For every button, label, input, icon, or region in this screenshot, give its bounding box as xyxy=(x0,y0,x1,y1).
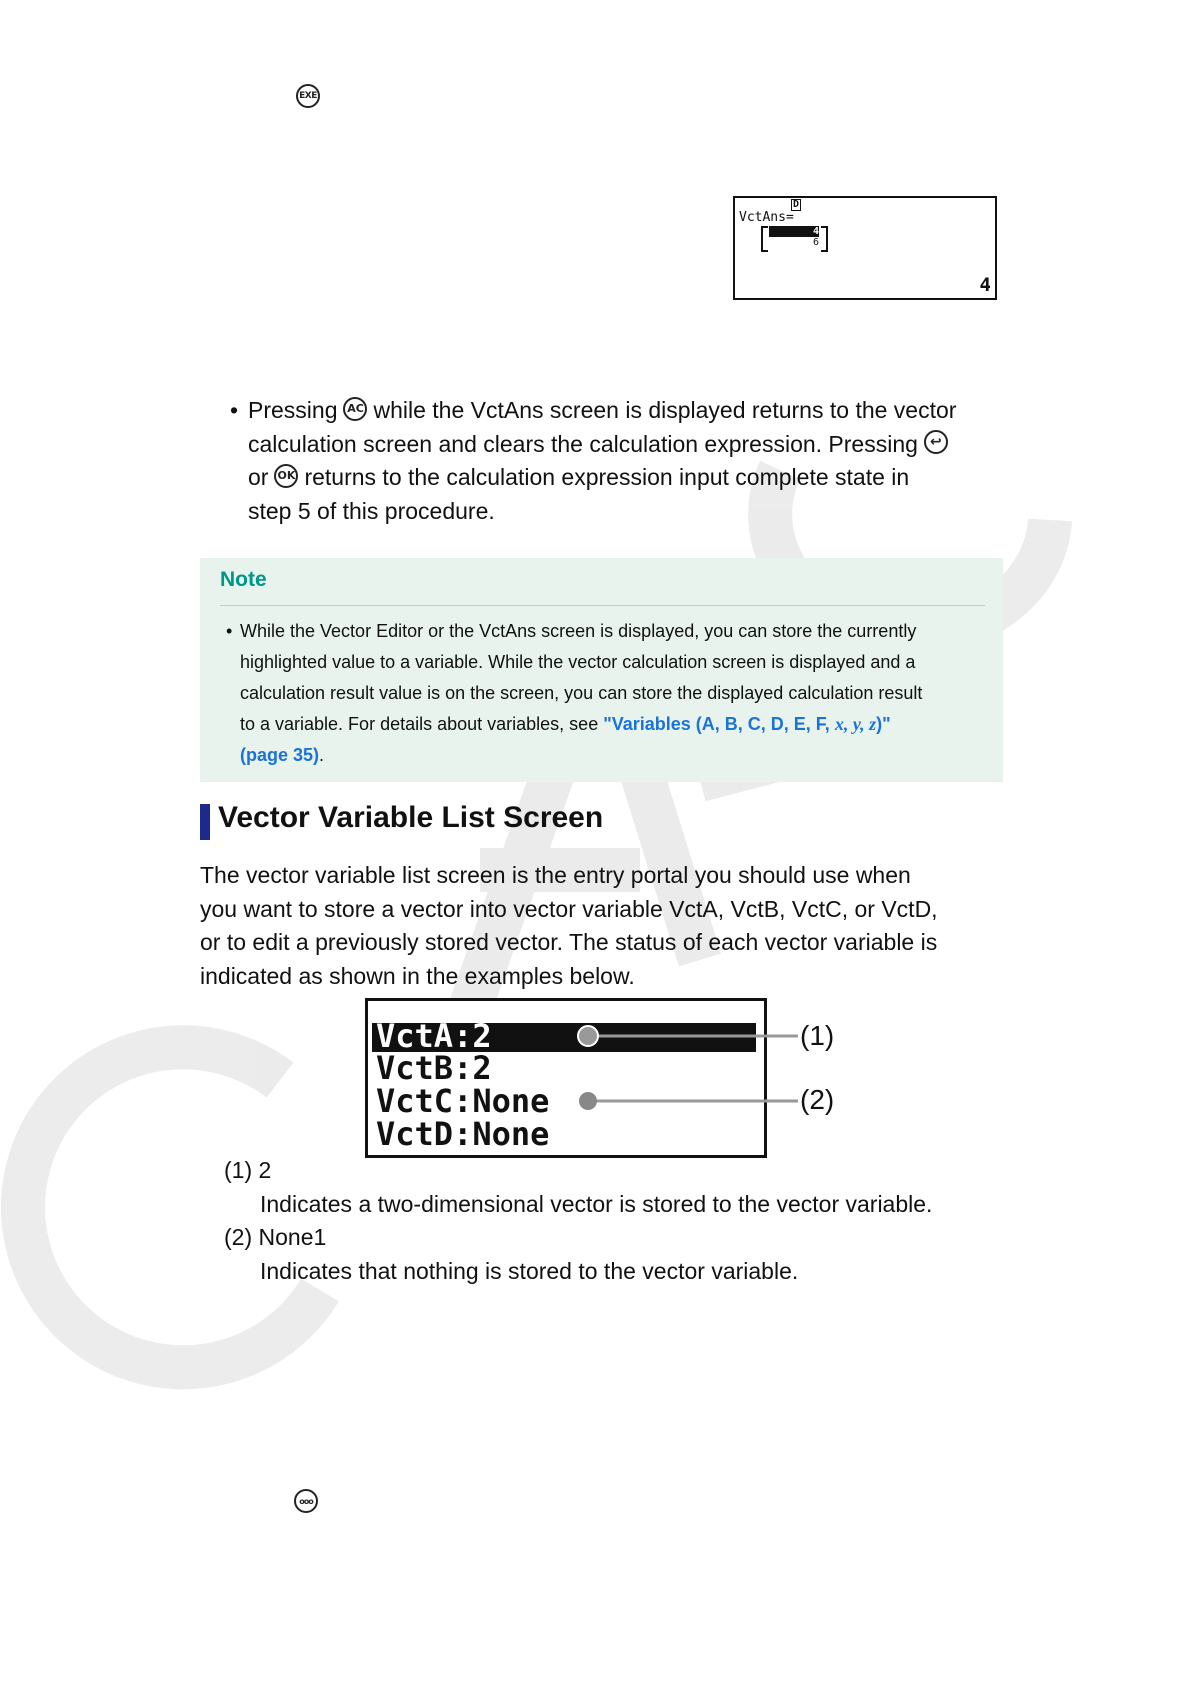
heading-bar xyxy=(200,804,210,840)
para-line: or to edit a previously stored vector. The status of each vector variable is xyxy=(200,929,938,955)
bullet: • xyxy=(230,397,239,423)
back-key-icon: ↩ xyxy=(924,430,948,454)
vctans-calculator-screen xyxy=(733,196,997,300)
bullet-paragraph xyxy=(230,394,1010,528)
angle-unit-indicator: D xyxy=(793,199,800,210)
text: calculation screen and clears the calculation expression. Pressing xyxy=(248,430,918,457)
vector-element: 6 xyxy=(812,237,819,248)
callout-label-1: (1) xyxy=(800,1020,835,1051)
text: or xyxy=(248,464,269,490)
text: . xyxy=(319,745,325,765)
note-text xyxy=(226,616,1010,771)
vector-bracket-left xyxy=(761,226,768,252)
section-heading: Vector Variable List Screen xyxy=(218,801,604,834)
text: While the Vector Editor or the VctAns screen is displayed, you can store the currently xyxy=(240,621,917,641)
section-paragraph xyxy=(200,859,1020,993)
legend-desc: Indicates that nothing is stored to the vector variable. xyxy=(260,1257,799,1284)
ok-key-icon: OK xyxy=(274,464,298,488)
callout-label-2: (2) xyxy=(800,1084,835,1115)
vector-bracket-right xyxy=(821,226,828,252)
para-line: indicated as shown in the examples below. xyxy=(200,962,635,989)
legend-value: 2 xyxy=(258,1157,272,1183)
legend-value: None1 xyxy=(258,1224,327,1250)
list-row: VctC:None xyxy=(376,1082,550,1120)
para-line: The vector variable list screen is the entry portal you should use when xyxy=(200,862,911,888)
note-divider xyxy=(220,605,985,606)
list-row-selected: VctA:2 xyxy=(376,1017,492,1055)
callout-lines xyxy=(570,1020,810,1110)
text: step 5 of this procedure. xyxy=(248,497,495,524)
text: returns to the calculation expression input complete state in xyxy=(304,464,910,490)
text: highlighted value to a variable. While the vector calculation screen is displayed and a xyxy=(240,652,916,672)
screen-indicator: 4 xyxy=(979,274,991,296)
ac-key-icon: AC xyxy=(343,397,367,421)
legend xyxy=(224,1154,1024,1288)
note-title: Note xyxy=(220,568,267,591)
text: calculation result value is on the screen, you can store the displayed calculation result xyxy=(240,683,923,703)
bullet: • xyxy=(226,621,233,641)
text: to a variable. For details about variables, see xyxy=(240,714,604,734)
exe-key-icon: EXE xyxy=(296,84,320,108)
legend-num: (2) xyxy=(224,1224,253,1250)
legend-num: (1) xyxy=(224,1157,253,1183)
page-link[interactable]: (page 35) xyxy=(240,745,320,765)
vctans-label: VctAns= xyxy=(739,210,794,225)
legend-desc: Indicates a two-dimensional vector is stored to the vector variable. xyxy=(260,1190,933,1217)
para-line: you want to store a vector into vector variable VctA, VctB, VctC, or VctD, xyxy=(200,895,938,922)
list-row: VctD:None xyxy=(376,1115,550,1153)
list-row: VctB:2 xyxy=(376,1049,492,1087)
vector-element-selected: 4 xyxy=(769,226,819,237)
catalog-key-icon: ooo xyxy=(294,1489,318,1513)
text: while the VctAns screen is displayed returns to the vector xyxy=(373,397,957,423)
note-box xyxy=(200,558,1003,782)
variables-link[interactable]: "Variables (A, B, C, D, E, F, x, y, z)" xyxy=(603,714,891,734)
text: Pressing xyxy=(248,397,338,423)
